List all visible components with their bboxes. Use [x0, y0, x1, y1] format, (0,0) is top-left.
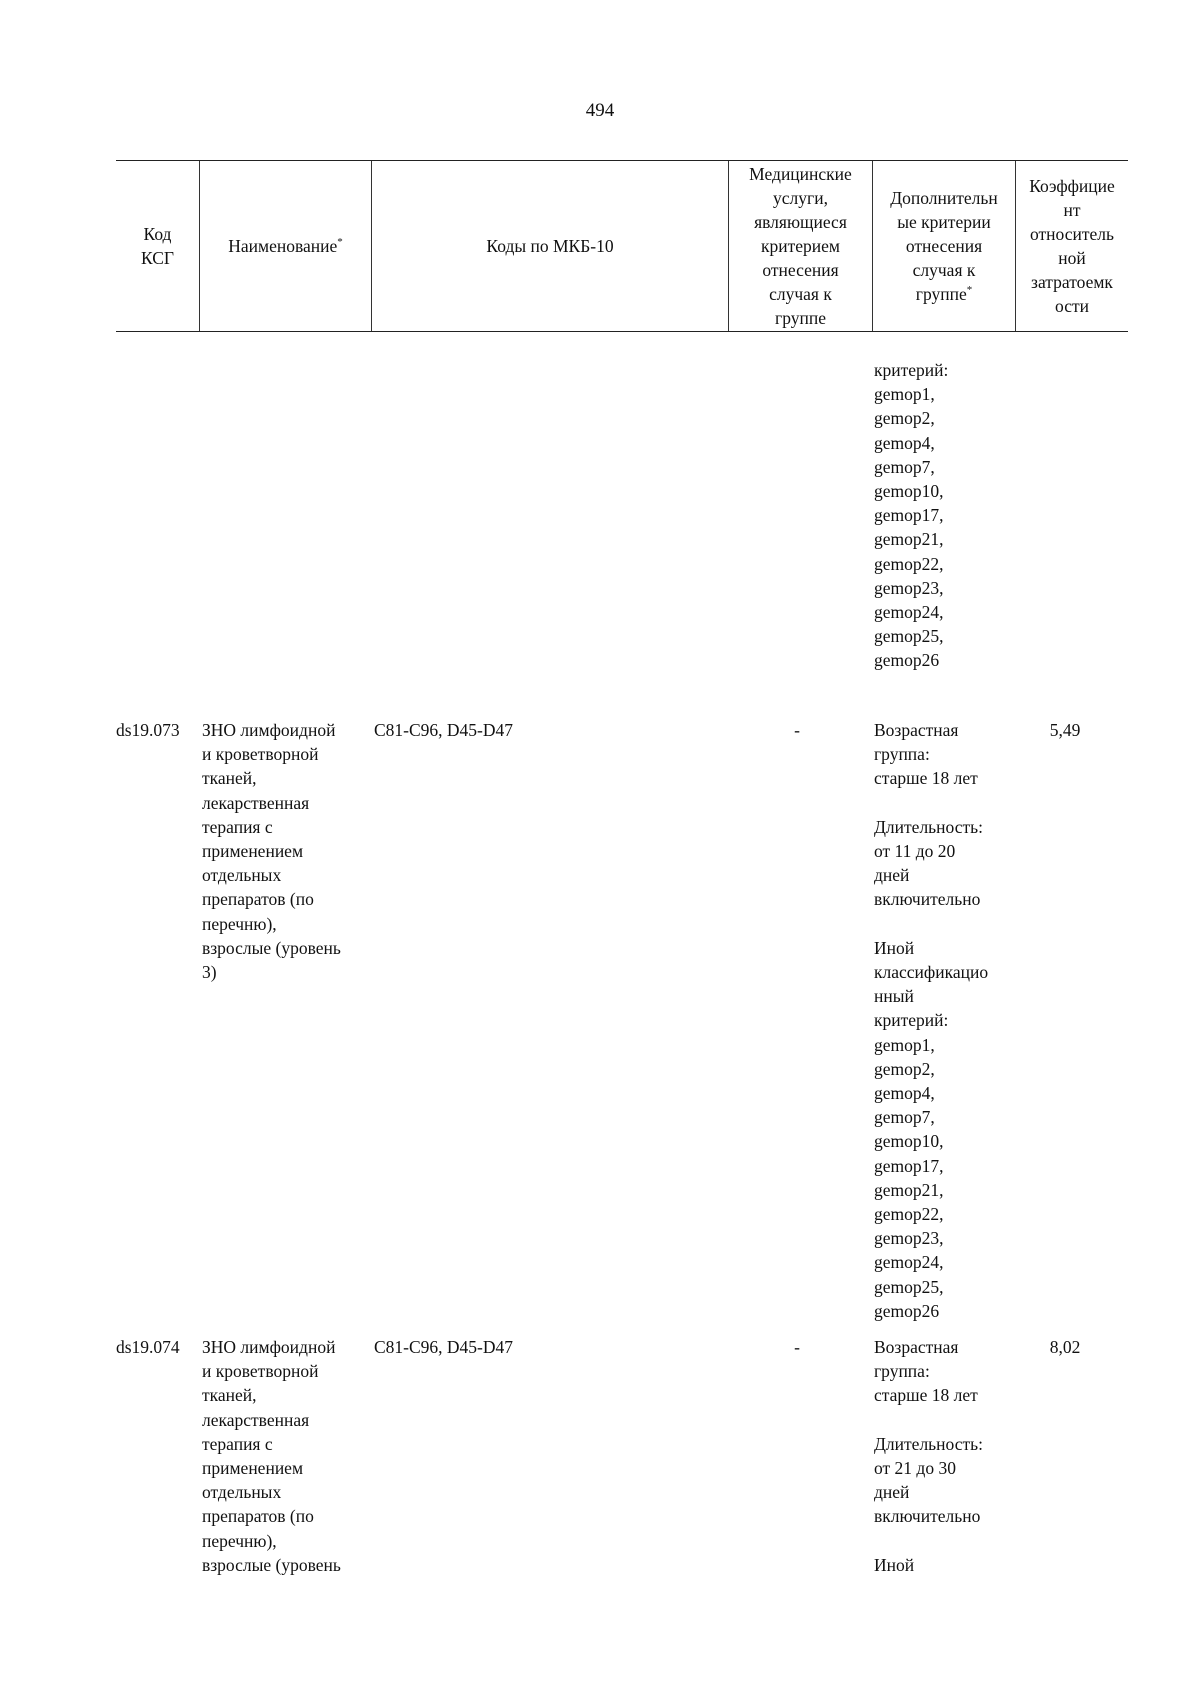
row-name: ЗНО лимфоидной и кроветворной тканей, лекарственная терапия с применением отдельных препаратов (по перечню), взрослые (уровень	[202, 1337, 341, 1575]
header-extra: Дополнительн ые критерии отнесения случая к группе*	[872, 161, 1015, 331]
row-extra: Возрастная группа: старше 18 лет Длительность: от 21 до 30 дней включительно Иной	[874, 1337, 983, 1575]
page-number: 494	[585, 100, 615, 121]
table-header	[116, 160, 1128, 332]
header-services: Медицинские услуги, являющиеся критерием отнесения случая к группе	[728, 161, 872, 331]
row-code: ds19.074	[116, 1337, 180, 1357]
row-services: -	[794, 1337, 800, 1357]
row-coef: 8,02	[1049, 1337, 1081, 1357]
header-coef: Коэффицие нт относитель ной затратоемк ости	[1015, 161, 1128, 331]
row-code: ds19.073	[116, 720, 180, 740]
header-name: Наименование*	[199, 161, 371, 331]
continuation-extra: критерий: gemop1, gemop2, gemop4, gemop7, gemop10, gemop17, gemop21, gemop22, gemop23, gemop24, gemop25, gemop26	[874, 360, 949, 671]
row-name: ЗНО лимфоидной и кроветворной тканей, лекарственная терапия с применением отдельных препаратов (по перечню), взрослые (уровень 3)	[202, 720, 341, 983]
header-icd: Коды по МКБ-10	[371, 161, 728, 331]
header-code: Код КСГ	[140, 224, 175, 268]
row-icd: C81-C96, D45-D47	[374, 1337, 514, 1357]
row-coef: 5,49	[1049, 720, 1081, 740]
row-services: -	[794, 720, 800, 740]
row-extra: Возрастная группа: старше 18 лет Длительность: от 11 до 20 дней включительно Иной классификацио нный критерий: gemop1, gemop2, gemop4, gemop7, gemop10, gemop17, gemop21, gemop22, gemop23, gemop24, gemop25, gemop26	[874, 720, 989, 1321]
row-icd: C81-C96, D45-D47	[374, 720, 514, 740]
